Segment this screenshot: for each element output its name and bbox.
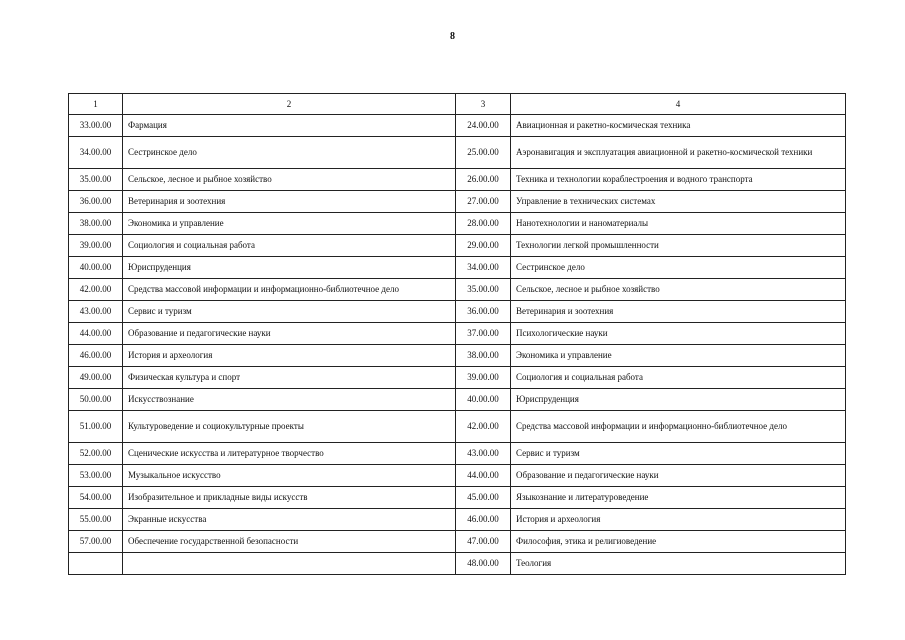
name-cell: Психологические науки [511,323,846,345]
code-cell: 47.00.00 [456,531,511,553]
name-cell: Обеспечение государственной безопасности [123,531,456,553]
code-cell: 25.00.00 [456,137,511,169]
name-cell: Юриспруденция [511,389,846,411]
header-cell-3: 3 [456,94,511,115]
code-cell: 55.00.00 [69,509,123,531]
code-cell: 49.00.00 [69,367,123,389]
name-cell: Средства массовой информации и информационно-библиотечное дело [511,411,846,443]
table-row [69,553,846,575]
code-cell: 26.00.00 [456,169,511,191]
name-cell: Сестринское дело [511,257,846,279]
table-row [69,345,846,367]
table-row [69,367,846,389]
table-row [69,235,846,257]
name-cell: Сервис и туризм [123,301,456,323]
code-cell: 24.00.00 [456,115,511,137]
name-cell: Изобразительное и прикладные виды искусств [123,487,456,509]
name-cell: Технологии легкой промышленности [511,235,846,257]
code-cell: 36.00.00 [69,191,123,213]
code-cell: 57.00.00 [69,531,123,553]
table-row [69,169,846,191]
name-cell: Искусствознание [123,389,456,411]
code-cell: 48.00.00 [456,553,511,575]
name-cell: Ветеринария и зоотехния [123,191,456,213]
name-cell: Социология и социальная работа [123,235,456,257]
table-row [69,191,846,213]
code-cell: 37.00.00 [456,323,511,345]
name-cell: Ветеринария и зоотехния [511,301,846,323]
name-cell: Сельское, лесное и рыбное хозяйство [123,169,456,191]
code-cell: 39.00.00 [456,367,511,389]
code-cell: 54.00.00 [69,487,123,509]
table-row [69,465,846,487]
table-row [69,137,846,169]
code-cell: 43.00.00 [456,443,511,465]
code-cell: 45.00.00 [456,487,511,509]
code-cell: 38.00.00 [69,213,123,235]
name-cell: Средства массовой информации и информационно-библиотечное дело [123,279,456,301]
name-cell: Юриспруденция [123,257,456,279]
name-cell: Экономика и управление [123,213,456,235]
code-cell: 43.00.00 [69,301,123,323]
name-cell: Теология [511,553,846,575]
table-row [69,487,846,509]
code-cell: 29.00.00 [456,235,511,257]
table-row [69,279,846,301]
table-row [69,301,846,323]
name-cell: Экранные искусства [123,509,456,531]
header-cell-4: 4 [511,94,846,115]
header-cell-2: 2 [123,94,456,115]
table-row [69,411,846,443]
name-cell: Физическая культура и спорт [123,367,456,389]
name-cell: Культуроведение и социокультурные проекты [123,411,456,443]
name-cell: Управление в технических системах [511,191,846,213]
table-row [69,389,846,411]
table-row [69,323,846,345]
table-row [69,115,846,137]
table-row [69,213,846,235]
code-cell: 39.00.00 [69,235,123,257]
name-cell: История и археология [123,345,456,367]
code-cell: 35.00.00 [456,279,511,301]
name-cell: Образование и педагогические науки [511,465,846,487]
code-cell: 34.00.00 [69,137,123,169]
code-cell: 36.00.00 [456,301,511,323]
name-cell: Философия, этика и религиоведение [511,531,846,553]
name-cell: История и археология [511,509,846,531]
name-cell: Аэронавигация и эксплуатация авиационной и ракетно-космической техники [511,137,846,169]
code-cell: 44.00.00 [456,465,511,487]
code-cell: 40.00.00 [69,257,123,279]
code-cell: 44.00.00 [69,323,123,345]
code-cell: 28.00.00 [456,213,511,235]
name-cell: Нанотехнологии и наноматериалы [511,213,846,235]
name-cell: Авиационная и ракетно-космическая техника [511,115,846,137]
table-row [69,531,846,553]
code-cell: 40.00.00 [456,389,511,411]
name-cell: Сервис и туризм [511,443,846,465]
code-cell: 34.00.00 [456,257,511,279]
name-cell: Сельское, лесное и рыбное хозяйство [511,279,846,301]
code-cell: 38.00.00 [456,345,511,367]
name-cell: Языкознание и литературоведение [511,487,846,509]
code-cell: 51.00.00 [69,411,123,443]
table-row [69,257,846,279]
name-cell: Техника и технологии кораблестроения и водного транспорта [511,169,846,191]
code-cell: 33.00.00 [69,115,123,137]
specialties-table [68,93,846,575]
code-cell [69,553,123,575]
name-cell: Социология и социальная работа [511,367,846,389]
code-cell: 50.00.00 [69,389,123,411]
code-cell: 46.00.00 [69,345,123,367]
page-number: 8 [450,31,455,42]
code-cell: 35.00.00 [69,169,123,191]
code-cell: 46.00.00 [456,509,511,531]
code-cell: 27.00.00 [456,191,511,213]
name-cell: Образование и педагогические науки [123,323,456,345]
name-cell: Музыкальное искусство [123,465,456,487]
code-cell: 53.00.00 [69,465,123,487]
name-cell: Фармация [123,115,456,137]
table-header-row [69,94,846,115]
table-row [69,509,846,531]
code-cell: 42.00.00 [456,411,511,443]
name-cell: Экономика и управление [511,345,846,367]
header-cell-1: 1 [69,94,123,115]
name-cell [123,553,456,575]
table-row [69,443,846,465]
code-cell: 52.00.00 [69,443,123,465]
name-cell: Сестринское дело [123,137,456,169]
code-cell: 42.00.00 [69,279,123,301]
name-cell: Сценические искусства и литературное творчество [123,443,456,465]
